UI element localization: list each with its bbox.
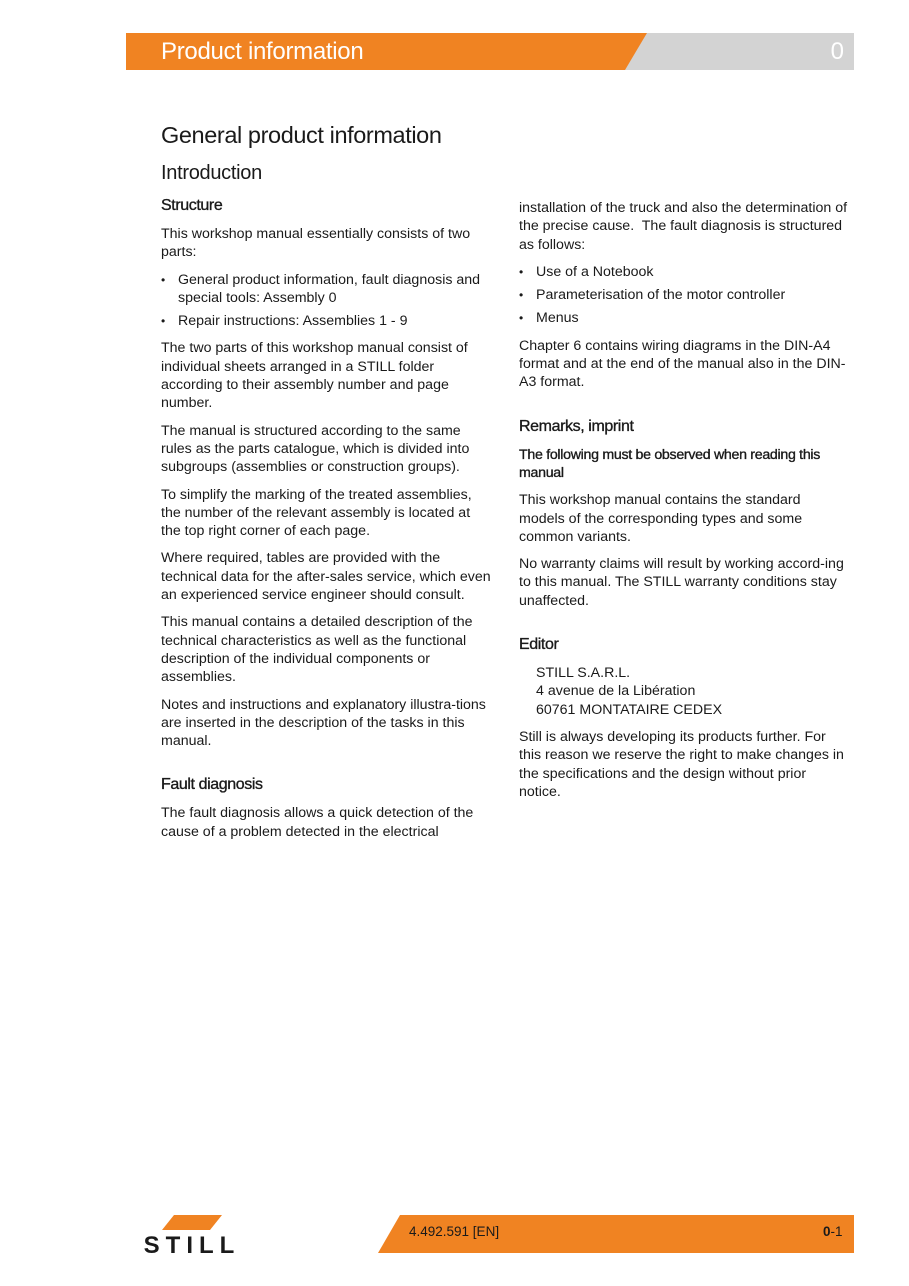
structure-paragraph: Where required, tables are provided with the technical data for the after-sales service, which even an experienced service engineer should consult. — [161, 550, 491, 604]
structure-heading: Structure — [161, 197, 223, 214]
address-line: STILL S.A.R.L. — [536, 665, 631, 682]
list-item: • Use of a Notebook — [519, 263, 849, 281]
right-column — [519, 199, 849, 810]
remarks-paragraph: No warranty claims will result by working accord-ing to this manual. The STILL warranty conditions stay unaffected. — [519, 556, 844, 609]
fault-diagnosis-bullet-list — [519, 263, 849, 328]
structure-paragraph: Notes and instructions and explanatory illustra-tions are inserted in the description of the tasks in this manual. — [161, 696, 486, 750]
header-title: Product information — [161, 38, 364, 65]
structure-paragraph: This manual contains a detailed description of the technical characteristics as well as the functional description of the individual components or assemblies. — [161, 614, 473, 686]
section-title: Introduction — [161, 162, 262, 184]
left-column — [161, 121, 491, 850]
fault-diagnosis-heading: Fault diagnosis — [161, 776, 263, 794]
structure-paragraph: The manual is structured according to the same rules as the parts catalogue, which is divided into subgroups (assemblies or construction groups). — [161, 422, 470, 476]
editor-heading: Editor — [519, 636, 559, 654]
structure-intro: This workshop manual essentially consists of two parts: — [161, 226, 471, 261]
remarks-subheading: The following must be observed when reading this manual — [519, 446, 821, 481]
page-chapter: 0 — [823, 1224, 831, 1239]
structure-paragraph: The two parts of this workshop manual consist of individual sheets arranged in a STILL folder according to their assembly number and page number. — [161, 340, 468, 412]
still-logo — [124, 1215, 260, 1255]
logo-text: STILL — [143, 1232, 241, 1255]
list-item: • Menus — [519, 309, 849, 327]
wiring-diagram-paragraph: Chapter 6 contains wiring diagrams in the DIN-A4 format and at the end of the manual also in the DIN-A3 format. — [519, 337, 846, 391]
editor-address — [519, 664, 849, 719]
main-title: General product information — [161, 122, 442, 148]
page-number — [823, 1224, 843, 1239]
address-line: 60761 MONTATAIRE CEDEX — [536, 701, 723, 718]
list-item: • Parameterisation of the motor controller — [519, 286, 849, 304]
list-item: • Repair instructions: Assemblies 1 - 9 — [161, 312, 491, 330]
fault-diagnosis-paragraph-part2: installation of the truck and also the determination of the precise cause. The fault diagnosis is structured as follows: — [519, 200, 848, 253]
page-sequence: -1 — [830, 1224, 843, 1239]
page-header — [126, 33, 854, 70]
fault-diagnosis-paragraph-part1: The fault diagnosis allows a quick detection of the cause of a problem detected in the electrical — [161, 805, 474, 840]
remarks-heading: Remarks, imprint — [519, 417, 634, 435]
editor-paragraph: Still is always developing its products further. For this reason we reserve the right to make changes in the specifications and the design without prior notice. — [519, 728, 844, 800]
structure-paragraph: To simplify the marking of the treated assemblies, the number of the relevant assembly is located at the top right corner of each page. — [161, 486, 472, 540]
structure-bullet-list — [161, 271, 491, 331]
header-chapter-number: 0 — [830, 38, 844, 65]
list-item: • General product information, fault diagnosis and special tools: Assembly 0 — [161, 271, 491, 308]
remarks-paragraph: This workshop manual contains the standard models of the corresponding types and some common variants. — [519, 492, 803, 545]
address-line: 4 avenue de la Libération — [536, 683, 696, 700]
document-number: 4.492.591 [EN] — [409, 1224, 500, 1239]
